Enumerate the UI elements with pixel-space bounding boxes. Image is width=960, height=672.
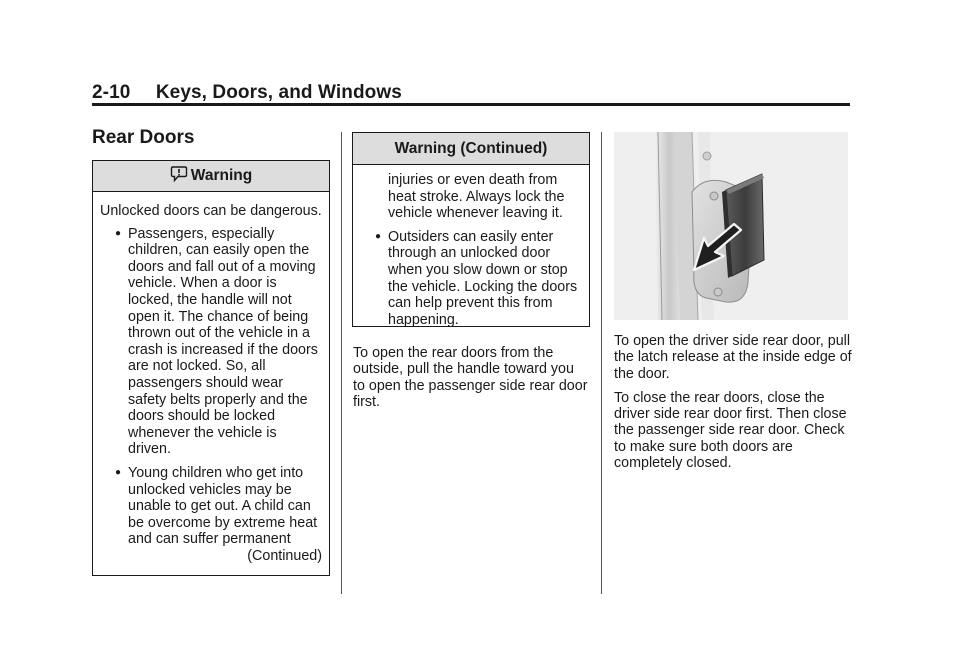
warning-header: Warning (Continued) bbox=[353, 133, 589, 165]
right-paragraph-1: To open the driver side rear door, pull the latch release at the inside edge of the door. bbox=[614, 333, 852, 382]
warning-box bbox=[92, 160, 330, 576]
door-latch-illustration bbox=[614, 132, 848, 320]
page-header bbox=[92, 82, 850, 104]
warning-bullet: ● Young children who get into unlocked vehicles may be unable to get out. A child can be overcome by extreme heat and can suffer permanent bbox=[115, 464, 318, 548]
right-paragraph-2: To close the rear doors, close the driver side rear door first. Then close the passenger side rear door. Check to make sure both doors are completely closed. bbox=[614, 389, 847, 472]
bullet-icon: ● bbox=[115, 466, 122, 478]
warning-continuation: injuries or even death from heat stroke. Always lock the vehicle whenever leaving it. bbox=[388, 172, 565, 222]
header-rule bbox=[92, 103, 850, 106]
warning-bullet: ● Passengers, especially children, can easily open the doors and fall out of a moving vehicle. When a door is locked, the handle will not open it. The chance of being thrown out of the vehicle in a crash is increased if the doors are not locked. So, all passengers should wear safety belts properly and the doors should be locked whenever the vehicle is driven. bbox=[115, 225, 318, 458]
column-divider-2 bbox=[601, 132, 602, 594]
warning-body bbox=[93, 192, 329, 564]
warning-intro: Unlocked doors can be dangerous. bbox=[100, 203, 322, 219]
warning-header bbox=[93, 161, 329, 192]
warning-bullet: ● Outsiders can easily enter through an unlocked door when you slow down or stop the vehicle. Locking the doors can help prevent this from happening. bbox=[375, 228, 578, 328]
bullet-icon: ● bbox=[115, 227, 122, 239]
warning-body bbox=[353, 165, 589, 328]
middle-paragraph: To open the rear doors from the outside, pull the handle toward you to open the passenger side rear door first. bbox=[353, 345, 588, 410]
column-divider-1 bbox=[341, 132, 342, 594]
right-text bbox=[614, 333, 854, 471]
continued-label: (Continued) bbox=[247, 547, 322, 564]
warning-icon bbox=[170, 165, 188, 183]
bullet-icon: ● bbox=[375, 230, 382, 242]
warning-box-continued bbox=[352, 132, 590, 327]
warning-title: Warning bbox=[190, 167, 253, 184]
section-title: Rear Doors bbox=[92, 127, 195, 148]
page-number: 2-10 bbox=[92, 82, 131, 103]
door-latch-photo bbox=[614, 132, 848, 320]
chapter-title: Keys, Doors, and Windows bbox=[155, 82, 402, 103]
